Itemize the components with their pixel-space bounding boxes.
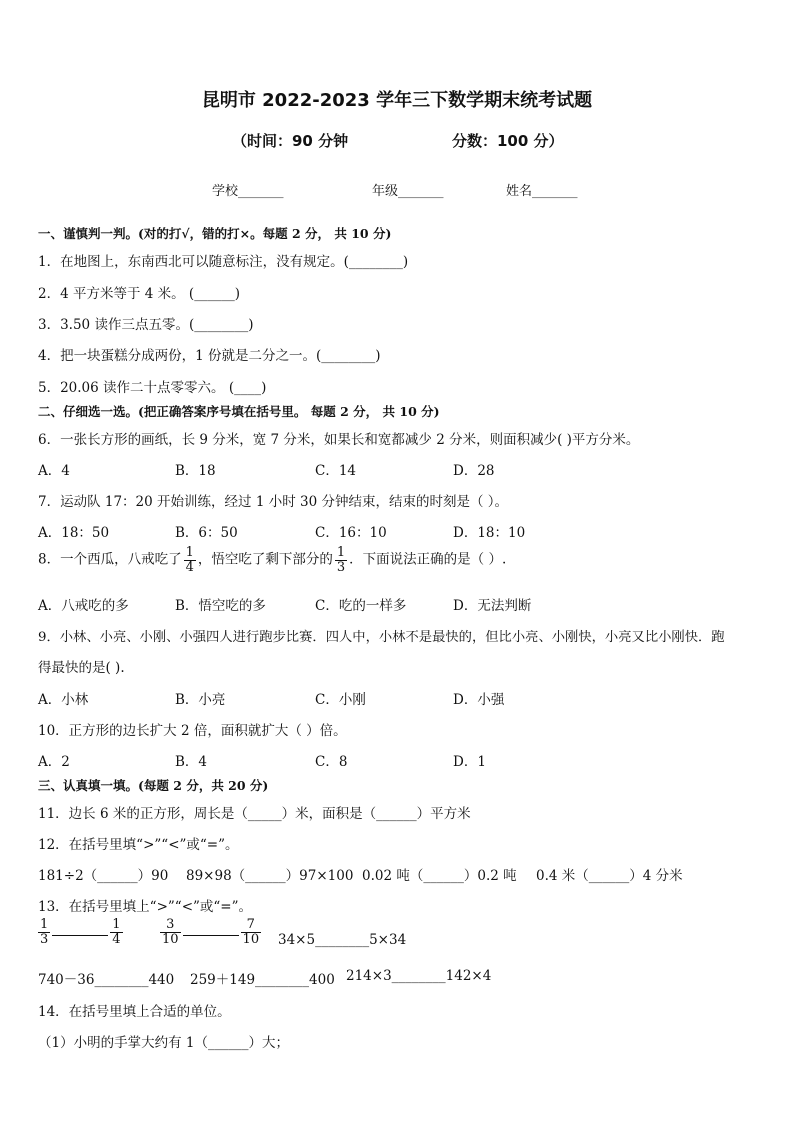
fraction-numerator: 7: [241, 918, 262, 933]
q13-fraction-b: [110, 918, 122, 946]
section-3-heading: 三、认真填一填。(每题 2 分，共 20 分): [38, 778, 269, 793]
q13-compare-1: [36, 918, 125, 946]
q10-option-a: A．2: [38, 754, 70, 770]
question-2: 2．4 平方米等于 4 米。 (______): [38, 286, 240, 302]
q6-option-d: D．28: [453, 463, 495, 479]
q8-text-c: ．下面说法正确的是（ ）.: [349, 551, 507, 568]
section-2-heading: 二、仔细选一选。(把正确答案序号填在括号里。 每题 2 分， 共 10 分): [38, 404, 440, 419]
name-field: 姓名_______: [506, 184, 578, 199]
fraction-numerator: 1: [336, 545, 346, 560]
q13-compare-4: 740－36________440: [38, 972, 175, 988]
question-3: 3．3.50 读作三点五零。(________): [38, 317, 254, 333]
q8-fraction-2: [335, 546, 347, 574]
q8-text-b: ，悟空吃了剩下部分的: [197, 551, 333, 568]
q8-option-a: A．八戒吃的多: [38, 598, 129, 614]
q7-option-a: A．18：50: [38, 525, 110, 541]
q12-item-1: 181÷2（______）90: [38, 868, 169, 884]
fraction-denominator: 10: [162, 931, 179, 947]
question-1: 1．在地图上，东南西北可以随意标注，没有规定。(________): [38, 254, 409, 270]
question-4: 4．把一块蛋糕分成两份，1 份就是二分之一。(________): [38, 348, 381, 364]
question-12: 12．在括号里填“>”“<”或“=”。: [38, 837, 239, 853]
page-title: 昆明市 2022-2023 学年三下数学期末统考试题: [201, 90, 593, 111]
school-field: 学校_______: [212, 184, 284, 199]
q9-option-c: C．小刚: [315, 692, 366, 708]
q9-option-b: B．小亮: [175, 692, 226, 708]
q10-option-b: B．4: [175, 754, 208, 770]
q9-option-d: D．小强: [453, 692, 505, 708]
fraction-numerator: 1: [112, 917, 121, 932]
question-6: 6．一张长方形的画纸，长 9 分米，宽 7 分米，如果长和宽都减少 2 分米，则面积减少( )平方分米。: [38, 432, 640, 448]
question-14-part-1: （1）小明的手掌大约有 1（______）大；: [38, 1035, 289, 1051]
fraction-denominator: 10: [242, 931, 260, 947]
question-9-line-2: 得最快的是( ).: [38, 660, 125, 676]
fraction-numerator: 1: [185, 545, 194, 560]
fraction-numerator: 1: [40, 917, 49, 932]
q7-option-d: D．18：10: [453, 525, 526, 541]
section-1-heading: 一、谨慎判一判。(对的打√，错的打×。每题 2 分， 共 10 分): [38, 226, 392, 241]
question-13: 13．在括号里填上“>”“<”或“=”。: [38, 899, 253, 915]
fraction-numerator: 3: [160, 918, 181, 933]
q13-fraction-a: [38, 918, 50, 946]
q7-option-b: B．6：50: [175, 525, 238, 541]
question-11: 11．边长 6 米的正方形，周长是（_____）米，面积是（______）平方米: [38, 806, 471, 822]
fraction-denominator: 3: [336, 559, 346, 575]
q6-option-b: B．18: [175, 463, 216, 479]
q6-option-a: A．4: [38, 463, 70, 479]
q13-fraction-d: [241, 918, 262, 946]
question-8: [38, 546, 506, 574]
exam-score: 分数：100 分）: [452, 132, 564, 150]
question-5: 5．20.06 读作二十点零零六。 (____): [38, 380, 267, 396]
q13-compare-5: 259＋149________400: [190, 972, 335, 988]
q8-option-b: B．悟空吃的多: [175, 598, 266, 614]
grade-field: 年级_______: [372, 184, 444, 199]
question-7: 7．运动队 17：20 开始训练，经过 1 小时 30 分钟结束，结束的时刻是（ ）。: [38, 494, 509, 510]
q6-option-c: C．14: [315, 463, 357, 479]
fraction-denominator: 4: [185, 559, 194, 575]
q7-option-c: C．16：10: [315, 525, 387, 541]
q13-compare-6: 214×3________142×4: [346, 968, 492, 984]
q13-compare-2: [158, 918, 263, 946]
q9-option-a: A．小林: [38, 692, 89, 708]
q13-compare-3: 34×5________5×34: [278, 932, 407, 948]
q12-item-2: 89×98（______）97×100: [186, 868, 354, 884]
answer-blank: [183, 935, 239, 936]
fraction-denominator: 4: [112, 931, 121, 947]
fraction-denominator: 3: [40, 931, 49, 947]
exam-time: （时间：90 分钟: [232, 132, 349, 150]
question-9-line-1: 9．小林、小亮、小刚、小强四人进行跑步比赛．四人中，小林不是最快的，但比小亮、小刚快，小亮又比小刚快．跑: [38, 630, 725, 645]
q8-option-c: C．吃的一样多: [315, 598, 407, 614]
q10-option-d: D．1: [453, 754, 486, 770]
q12-item-3: 0.02 吨（______）0.2 吨: [362, 868, 517, 884]
question-14: 14．在括号里填上合适的单位。: [38, 1004, 231, 1020]
q12-item-4: 0.4 米（______）4 分米: [536, 868, 683, 884]
question-10: 10．正方形的边长扩大 2 倍，面积就扩大（ ）倍。: [38, 723, 347, 739]
q8-option-d: D．无法判断: [453, 598, 532, 614]
q10-option-c: C．8: [315, 754, 348, 770]
q13-fraction-c: [160, 918, 181, 946]
q8-fraction-1: [184, 546, 196, 574]
q8-text-a: 8．一个西瓜，八戒吃了: [38, 551, 182, 568]
answer-blank: [52, 935, 108, 936]
